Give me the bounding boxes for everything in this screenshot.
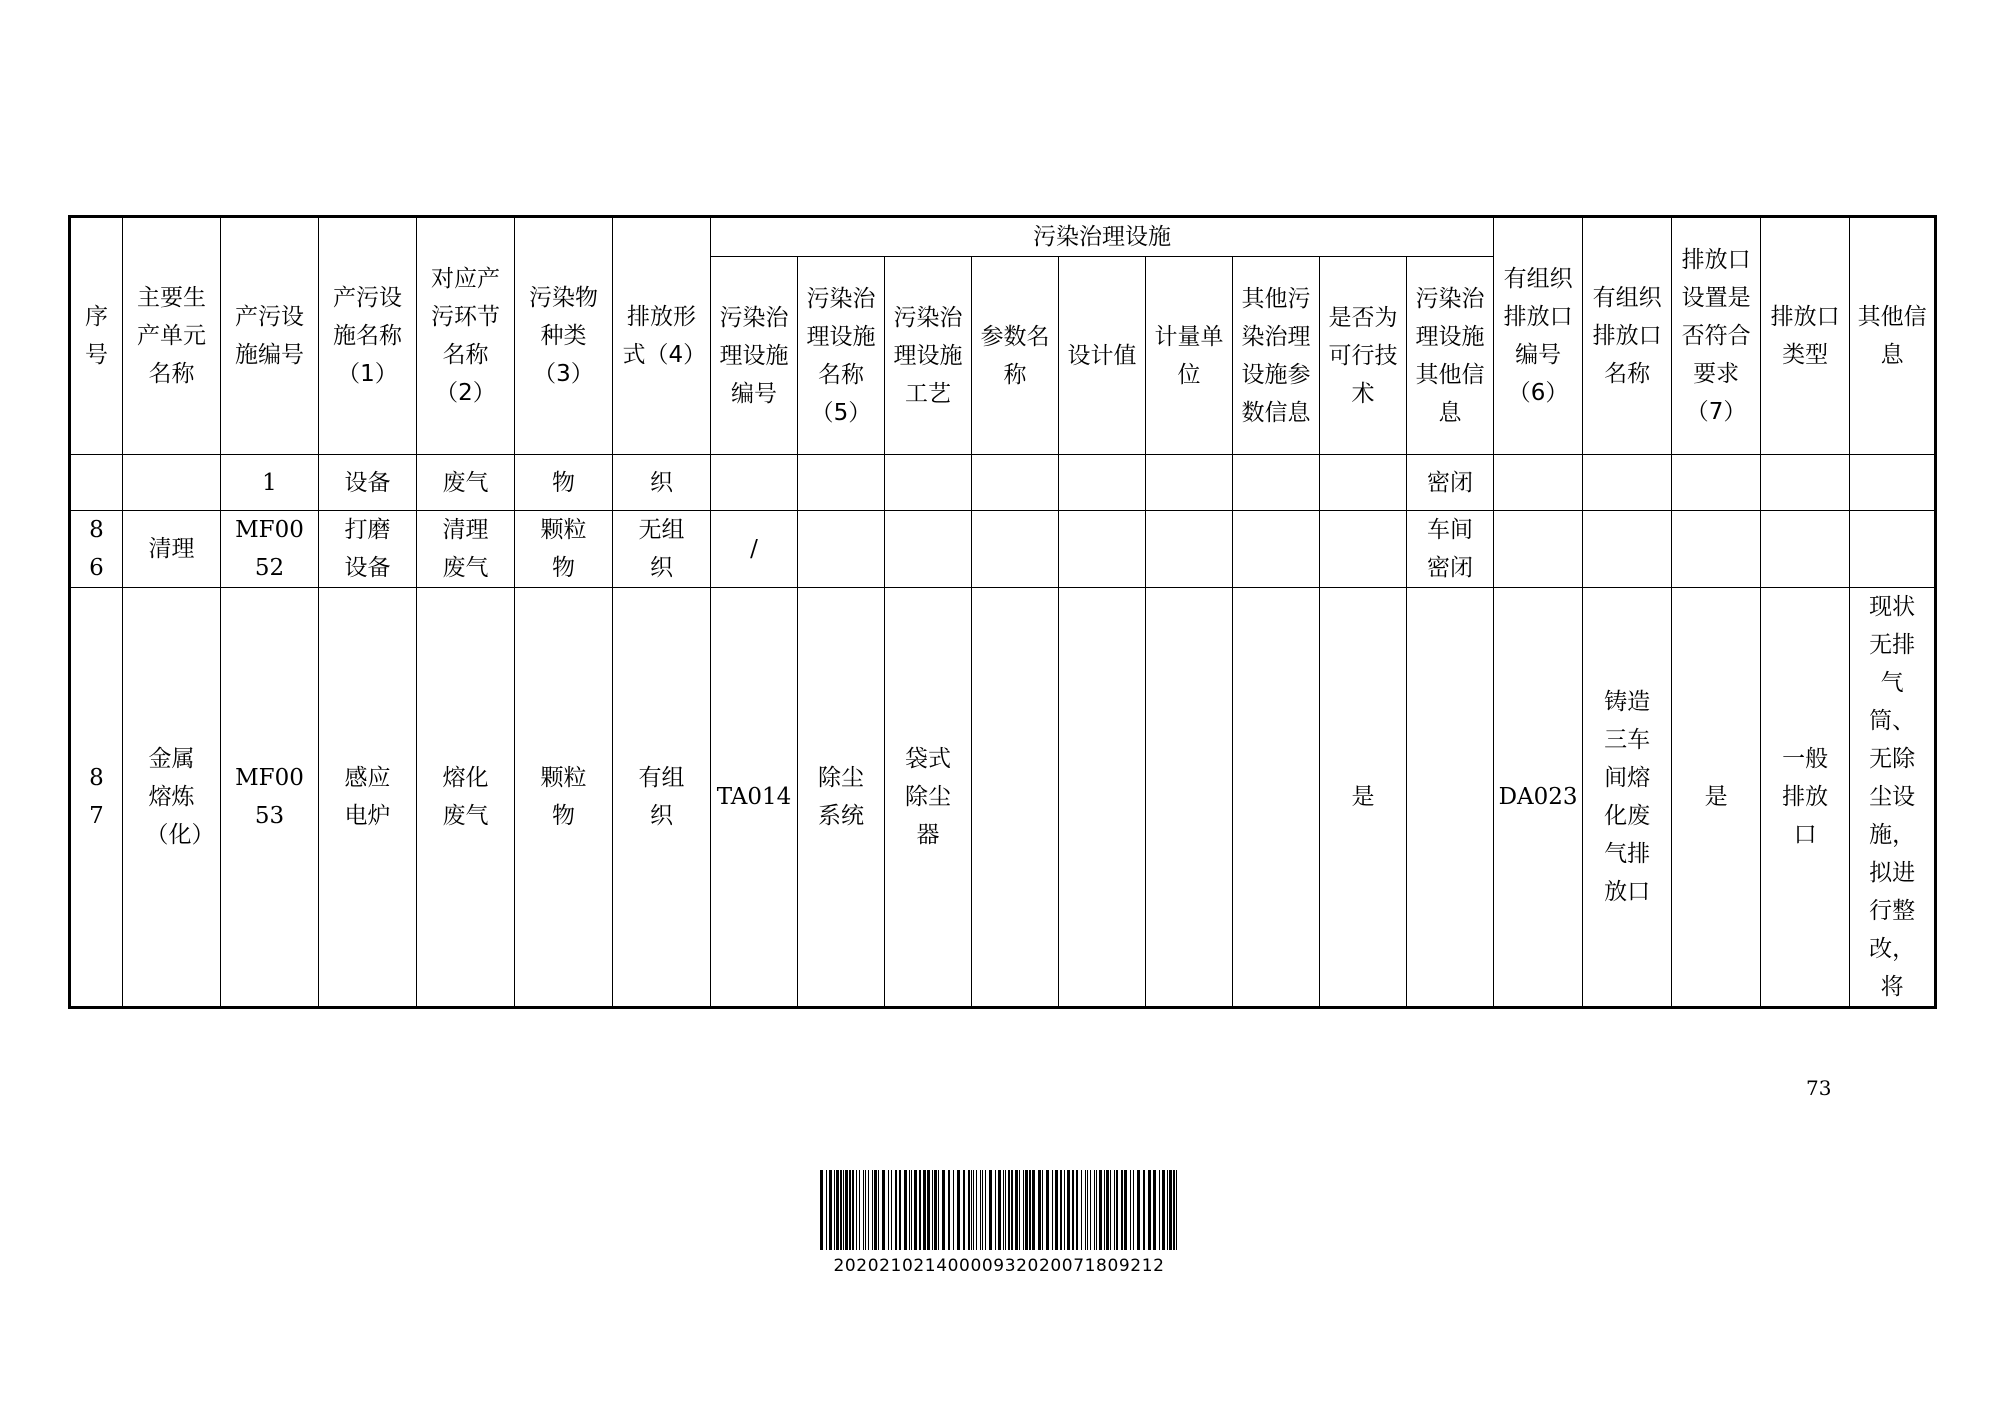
cell-outlet-compliant: 是 xyxy=(1672,588,1761,1008)
barcode-bar xyxy=(998,1170,1001,1250)
cell-pollutant: 物 xyxy=(515,455,613,511)
barcode-bar xyxy=(895,1170,897,1250)
barcode-bar xyxy=(942,1170,945,1250)
cell-outlet-compliant xyxy=(1672,455,1761,511)
cell-param-name xyxy=(972,588,1059,1008)
cell-unit xyxy=(1146,588,1233,1008)
barcode-bar xyxy=(982,1170,983,1250)
barcode-bar xyxy=(973,1170,974,1250)
cell-main-unit xyxy=(123,455,221,511)
cell-pollutant: 颗粒物 xyxy=(515,588,613,1008)
header-pollutant: 污染物种类（3） xyxy=(515,217,613,455)
cell-ctrl-id: TA014 xyxy=(711,588,798,1008)
barcode-bar xyxy=(1176,1170,1177,1250)
barcode-number: 20202102140000932020071809212 xyxy=(833,1256,1165,1276)
barcode-bar xyxy=(1055,1170,1058,1250)
barcode-bar xyxy=(1143,1170,1145,1250)
header-other-info: 其他信息 xyxy=(1850,217,1936,455)
barcode-bar xyxy=(888,1170,889,1250)
barcode-bar xyxy=(1038,1170,1041,1250)
cell-emission-form: 无组织 xyxy=(613,511,711,588)
cell-ctrl-name: 除尘系统 xyxy=(798,588,885,1008)
barcode-bar xyxy=(1153,1170,1156,1250)
barcode-bar xyxy=(948,1170,950,1250)
barcode-bar xyxy=(923,1170,926,1250)
cell-emission-form: 织 xyxy=(613,455,711,511)
barcode-bar xyxy=(891,1170,892,1250)
cell-pollutant: 颗粒物 xyxy=(515,511,613,588)
cell-ctrl-id xyxy=(711,455,798,511)
barcode-bar xyxy=(865,1170,866,1250)
barcode-bar xyxy=(1090,1170,1091,1250)
barcode-bar xyxy=(849,1170,851,1250)
cell-facility-id: MF0053 xyxy=(221,588,319,1008)
barcode-bar xyxy=(1104,1170,1105,1250)
barcode-bar xyxy=(919,1170,921,1250)
cell-feasible xyxy=(1320,455,1407,511)
header-outlet-type: 排放口类型 xyxy=(1761,217,1850,455)
barcode-bar xyxy=(1133,1170,1134,1250)
cell-other-info xyxy=(1850,511,1936,588)
barcode-bar xyxy=(976,1170,977,1250)
cell-outlet-name xyxy=(1583,455,1672,511)
barcode-bar xyxy=(820,1170,823,1250)
cell-outlet-type xyxy=(1761,511,1850,588)
barcode-bar xyxy=(1032,1170,1035,1250)
barcode-bar xyxy=(1019,1170,1020,1250)
barcode-bar xyxy=(1159,1170,1160,1250)
cell-feasible xyxy=(1320,511,1407,588)
cell-ctrl-process: 袋式除尘器 xyxy=(885,588,972,1008)
barcode-bar xyxy=(1114,1170,1115,1250)
header-seq: 序号 xyxy=(70,217,123,455)
cell-process: 熔化废气 xyxy=(417,588,515,1008)
barcode-bar xyxy=(911,1170,912,1250)
barcode-bar xyxy=(957,1170,960,1250)
barcode-bar xyxy=(1005,1170,1006,1250)
cell-facility-name: 打磨设备 xyxy=(319,511,417,588)
cell-unit xyxy=(1146,511,1233,588)
cell-other-param xyxy=(1233,588,1320,1008)
header-feasible: 是否为可行技术 xyxy=(1320,257,1407,455)
barcode-bar xyxy=(1173,1170,1175,1250)
barcode-bar xyxy=(856,1170,857,1250)
barcode-bar xyxy=(1076,1170,1078,1250)
barcode-bar xyxy=(843,1170,844,1250)
header-facility-name: 产污设施名称（1） xyxy=(319,217,417,455)
barcode-bar xyxy=(1162,1170,1165,1250)
barcode-bar xyxy=(1167,1170,1168,1250)
cell-outlet-compliant xyxy=(1672,511,1761,588)
barcode-bar xyxy=(995,1170,996,1250)
cell-emission-form: 有组织 xyxy=(613,588,711,1008)
header-facility-id: 产污设施编号 xyxy=(221,217,319,455)
cell-ctrl-other xyxy=(1407,588,1494,1008)
barcode-bar xyxy=(938,1170,939,1250)
cell-ctrl-name xyxy=(798,511,885,588)
cell-outlet-type xyxy=(1761,455,1850,511)
barcode-bar xyxy=(985,1170,986,1250)
cell-outlet-id xyxy=(1494,511,1583,588)
cell-outlet-type: 一般排放口 xyxy=(1761,588,1850,1008)
barcode-bar xyxy=(980,1170,981,1250)
table-row xyxy=(70,588,1936,1008)
cell-other-param xyxy=(1233,455,1320,511)
barcode-bar xyxy=(1106,1170,1109,1250)
cell-unit xyxy=(1146,455,1233,511)
cell-param-name xyxy=(972,511,1059,588)
header-param-name: 参数名称 xyxy=(972,257,1059,455)
barcode-image xyxy=(818,1170,1180,1250)
barcode-bar xyxy=(953,1170,954,1250)
barcode-bar xyxy=(863,1170,864,1250)
barcode-bar xyxy=(1094,1170,1095,1250)
cell-design-value xyxy=(1059,455,1146,511)
barcode-bar xyxy=(1011,1170,1013,1250)
table-row xyxy=(70,455,1936,511)
table-row xyxy=(70,511,1936,588)
cell-outlet-name xyxy=(1583,511,1672,588)
cell-ctrl-name xyxy=(798,455,885,511)
header-outlet-id: 有组织排放口编号（6） xyxy=(1494,217,1583,455)
barcode-bar xyxy=(1067,1170,1070,1250)
cell-design-value xyxy=(1059,588,1146,1008)
barcode-bar xyxy=(1064,1170,1065,1250)
header-unit: 计量单位 xyxy=(1146,257,1233,455)
header-design-value: 设计值 xyxy=(1059,257,1146,455)
cell-other-info: 现状无排气筒、无除尘设施，拟进行整改，将 xyxy=(1850,588,1936,1008)
cell-other-param xyxy=(1233,511,1320,588)
cell-ctrl-other: 车间密闭 xyxy=(1407,511,1494,588)
barcode-bar xyxy=(1116,1170,1118,1250)
barcode-bar xyxy=(1008,1170,1010,1250)
cell-ctrl-process xyxy=(885,455,972,511)
cell-ctrl-id: / xyxy=(711,511,798,588)
barcode-bar xyxy=(1052,1170,1053,1250)
barcode-bar xyxy=(963,1170,965,1250)
barcode-bar xyxy=(1025,1170,1028,1250)
cell-outlet-id: DA023 xyxy=(1494,588,1583,1008)
barcode-bar xyxy=(1121,1170,1123,1250)
barcode-bar xyxy=(971,1170,972,1250)
header-process: 对应产污环节名称（2） xyxy=(417,217,515,455)
barcode-bar xyxy=(1124,1170,1127,1250)
cell-outlet-name: 铸造三车间熔化废气排放口 xyxy=(1583,588,1672,1008)
barcode-bar xyxy=(1003,1170,1004,1250)
barcode-bar xyxy=(934,1170,937,1250)
header-ctrl-id: 污染治理设施编号 xyxy=(711,257,798,455)
cell-main-unit: 清理 xyxy=(123,511,221,588)
barcode-bar xyxy=(829,1170,832,1250)
barcode-bar xyxy=(840,1170,842,1250)
cell-seq xyxy=(70,455,123,511)
header-ctrl-process: 污染治理设施工艺 xyxy=(885,257,972,455)
cell-param-name xyxy=(972,455,1059,511)
cell-facility-id: 1 xyxy=(221,455,319,511)
barcode-bar xyxy=(878,1170,879,1250)
cell-ctrl-process xyxy=(885,511,972,588)
barcode-bar xyxy=(1085,1170,1086,1250)
cell-other-info xyxy=(1850,455,1936,511)
cell-design-value xyxy=(1059,511,1146,588)
barcode-bar xyxy=(927,1170,930,1250)
barcode-bar xyxy=(1137,1170,1140,1250)
barcode-bar xyxy=(1169,1170,1172,1250)
barcode-bar xyxy=(1148,1170,1151,1250)
barcode-bar xyxy=(1015,1170,1018,1250)
header-group-control-facility: 污染治理设施 xyxy=(711,217,1494,257)
header-other-param: 其他污染治理设施参数信息 xyxy=(1233,257,1320,455)
barcode-bar xyxy=(1029,1170,1031,1250)
cell-process: 清理废气 xyxy=(417,511,515,588)
barcode-bar xyxy=(836,1170,839,1250)
cell-outlet-id xyxy=(1494,455,1583,511)
barcode-bar xyxy=(845,1170,848,1250)
header-main-unit: 主要生产单元名称 xyxy=(123,217,221,455)
barcode-bar xyxy=(1042,1170,1043,1250)
cell-feasible: 是 xyxy=(1320,588,1407,1008)
barcode-bar xyxy=(1072,1170,1074,1250)
barcode-bar xyxy=(874,1170,877,1250)
header-outlet-name: 有组织排放口名称 xyxy=(1583,217,1672,455)
cell-seq: 87 xyxy=(70,588,123,1008)
barcode-bar xyxy=(859,1170,860,1250)
barcode-bar xyxy=(1130,1170,1131,1250)
cell-facility-name: 设备 xyxy=(319,455,417,511)
barcode-bar xyxy=(914,1170,917,1250)
barcode-bar xyxy=(834,1170,835,1250)
barcode-bar xyxy=(1046,1170,1049,1250)
page-number: 73 xyxy=(1806,1076,1832,1100)
cell-facility-name: 感应电炉 xyxy=(319,588,417,1008)
cell-seq: 86 xyxy=(70,511,123,588)
barcode-bar xyxy=(899,1170,901,1250)
barcode-bar xyxy=(882,1170,885,1250)
cell-facility-id: MF0052 xyxy=(221,511,319,588)
barcode-bar xyxy=(1099,1170,1102,1250)
barcode-bar xyxy=(826,1170,827,1250)
barcode-bar xyxy=(1060,1170,1062,1250)
barcode-bar xyxy=(1087,1170,1088,1250)
barcode-bar xyxy=(1110,1170,1111,1250)
barcode-bar xyxy=(909,1170,910,1250)
header-outlet-compliant: 排放口设置是否符合要求（7） xyxy=(1672,217,1761,455)
header-emission-form: 排放形式（4） xyxy=(613,217,711,455)
barcode-bar xyxy=(1023,1170,1024,1250)
barcode-bar xyxy=(932,1170,933,1250)
cell-main-unit: 金属熔炼（化） xyxy=(123,588,221,1008)
barcode-bar xyxy=(872,1170,873,1250)
barcode-bar xyxy=(1081,1170,1082,1250)
cell-ctrl-other: 密闭 xyxy=(1407,455,1494,511)
header-ctrl-other: 污染治理设施其他信息 xyxy=(1407,257,1494,455)
header-ctrl-name: 污染治理设施名称（5） xyxy=(798,257,885,455)
barcode-bar xyxy=(989,1170,992,1250)
barcode-bar xyxy=(852,1170,854,1250)
barcode-bar xyxy=(1096,1170,1097,1250)
pollution-facility-table xyxy=(68,215,1937,1009)
barcode-bar xyxy=(868,1170,869,1250)
cell-process: 废气 xyxy=(417,455,515,511)
barcode-bar xyxy=(904,1170,907,1250)
barcode-bar xyxy=(968,1170,970,1250)
